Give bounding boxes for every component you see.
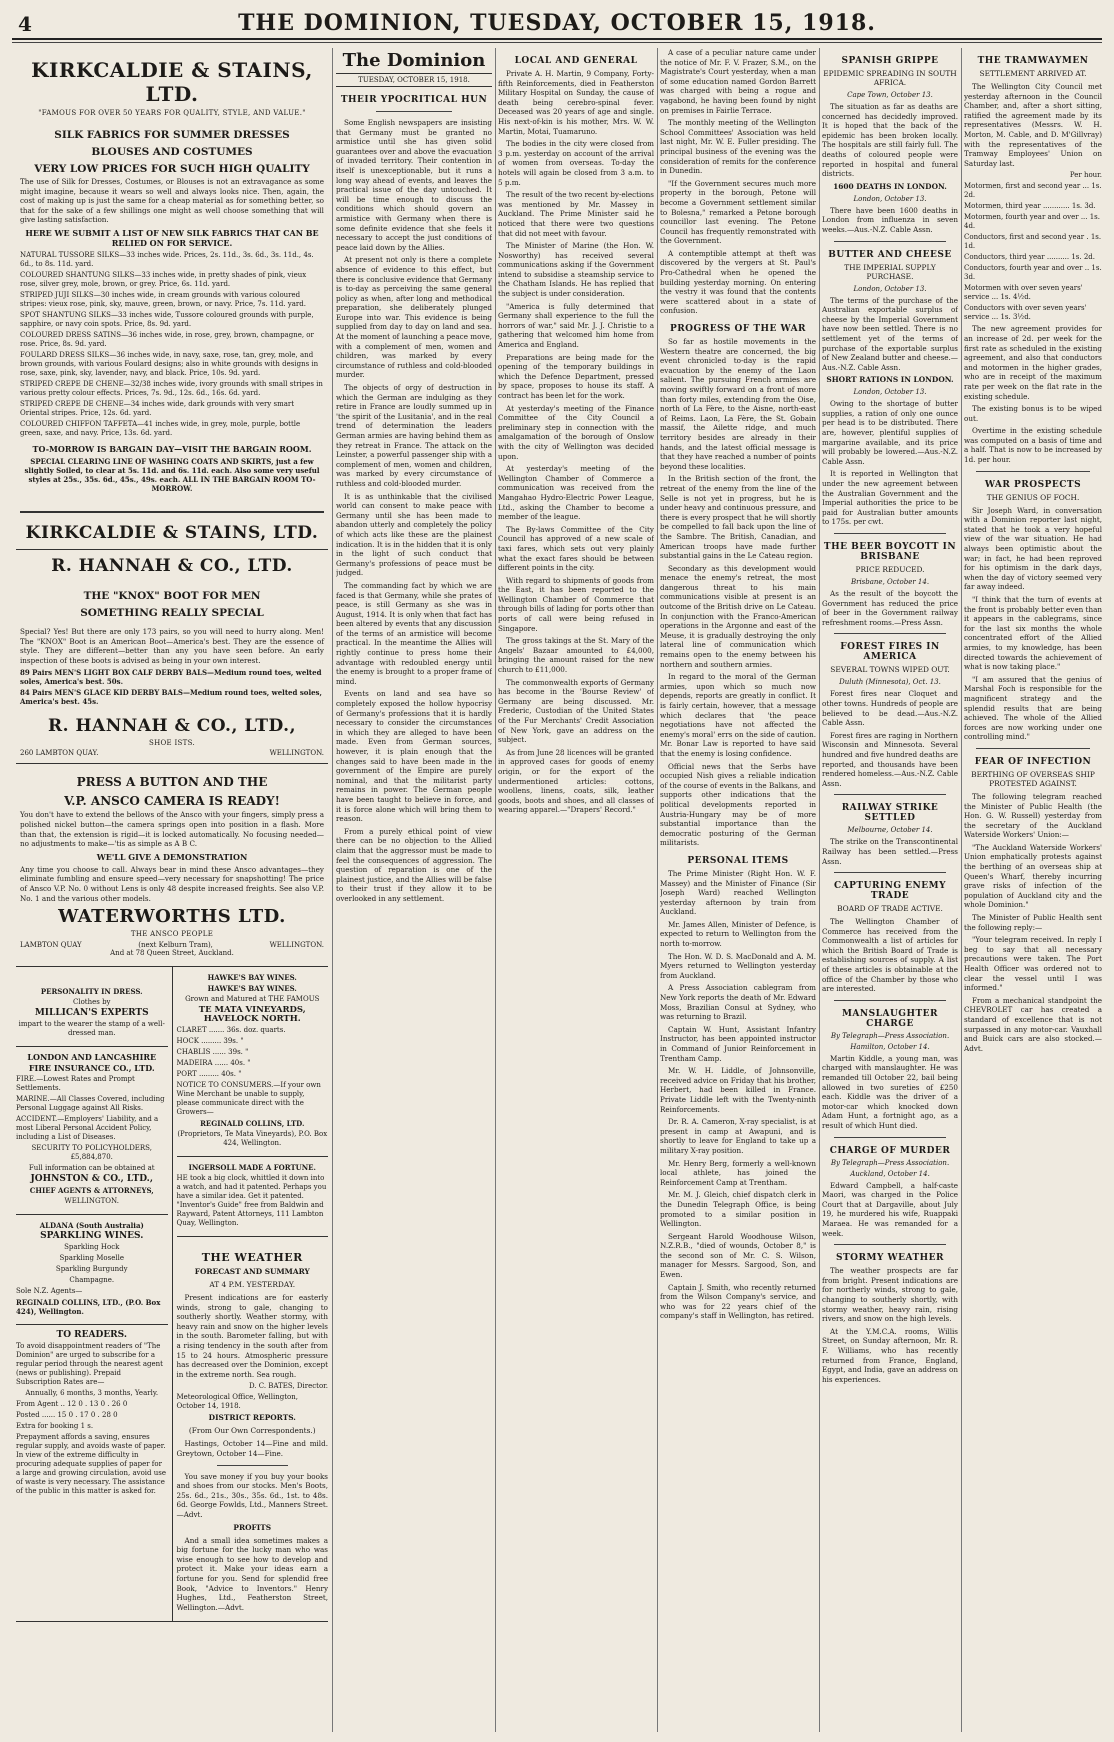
spanish-grippe-title: SPANISH GRIPPE: [841, 56, 939, 66]
wines-head-4: TE MATA VINEYARDS, HAVELOCK NORTH.: [198, 1005, 306, 1025]
silk-item: COLOURED SHANTUNG SILKS—33 inches wide, in pretty shades of pink, vieux rose, silver grey, mole, brown, or grey. Price, 6s. 11d. yard.: [20, 270, 307, 288]
london-deaths-title: 1600 DEATHS IN LONDON.: [833, 181, 947, 191]
tramwaymen-sub: SETTLEMENT ARRIVED AT.: [979, 69, 1087, 78]
hannah-ad: [16, 550, 328, 764]
murder-source: By Telegraph—Press Association.: [830, 1158, 950, 1167]
district-body: Hastings, October 14—Fine and mild. Greytown, October 14—Fine.: [176, 1439, 328, 1459]
war-column: [498, 48, 654, 1732]
wage-rate: Motormen, third year ............ 1s. 3d.: [964, 202, 1096, 211]
silk-item: NATURAL TUSSORE SILKS—33 inches wide. Prices, 2s. 11d., 3s. 6d., 3s. 11d., 4s. 6d., to 8s. 11d. yard.: [20, 250, 314, 268]
dateline-hamilton: Hamilton, October 14.: [850, 1042, 930, 1051]
col4-para-10: Mr. W. H. Liddle, of Johnsonville, received advice on Friday that his brother, Herbert, had been killed in France. Private Liddle left with the Twenty-ninth Reinforcements.: [660, 1066, 816, 1114]
short-rations-body: Owing to the shortage of butter supplies, a ration of only one ounce per head is to be distributed. There are, however, plentiful supplies of margarine available, and its price will probably be lowered.—Aus.-N.Z. Cable Assn.: [822, 399, 958, 466]
lower-ads: [16, 967, 328, 1622]
enemy-trade-title: CAPTURING ENEMY TRADE: [833, 881, 947, 902]
hannah-sub: SHOE ISTS.: [149, 739, 195, 748]
millicans-ad: [16, 967, 168, 1047]
insurance-fire: FIRE.—Lowest Rates and Prompt Settlements.: [16, 1075, 135, 1093]
col4-para-9: Captain W. Hunt, Assistant Infantry Instructor, has been appointed instructor in Command of Junior Reinforcement in Trentham Camp.: [660, 1024, 816, 1063]
insurance-agent: JOHNSTON & CO., LTD.,: [30, 1174, 153, 1185]
leader-title: THEIR YPOCRITICAL HUN: [340, 95, 488, 105]
war-prospects-body-1: Sir Joseph Ward, in conversation with a Dominion reporter last night, stated that he took a very hopeful view of the war situation. He had always been optimistic about the war; in fact, he had been reproved for his optimism in the dark days, when the day of victory seemed very far away indeed.: [964, 505, 1102, 592]
stormy-weather-body: The weather prospects are far from bright. Present indications are for northerly winds, strong to gale, changing to southerly shortly, with stormy weather, heavy rain, rising rivers, and snow on the high levels.: [822, 1266, 958, 1324]
column-six: [964, 48, 1102, 1732]
local-paragraph: The commonwealth exports of Germany has become in the 'Bourse Review' of Germany are being discussed. Mr. Frederic, Custodian of the United States of the Fur Merchants' Credit Association of New York, gave an address on the subject.: [498, 677, 654, 745]
war-paragraph: So far as hostile movements in the Western theatre are concerned, the big event chronicled to-day is the rapid evacuation by the enemy of the Laon salient. The pursuing French armies are moving swiftly forward on a front of more than forty miles, extending from the Oise, north of La Fère, to the Aisne, north-east of Reims. Laon, La Fère, the St. Gobain massif, the Ailette ridge, and much territory besides are already in their hands, and the latest official message is that they have reached a number of points beyond these localities.: [660, 337, 816, 471]
local-title: LOCAL AND GENERAL: [514, 56, 638, 66]
leader-paragraph: The commanding fact by which we are faced is that Germany, while she prates of peace, is still Germany as she was in August, 1914. It is only when that fact has been altered by events that any discussion of the terms of an armistice will become practical. In the meantime the Allies will rightly continue to press home their advantage with redoubled energy until the enemy is brought to a proper frame of mind.: [336, 580, 492, 686]
personal-title: PERSONAL ITEMS: [687, 855, 789, 866]
manslaughter-body: Martin Kiddle, a young man, was charged with manslaughter. He was remanded till October 22, bail being allowed in two sureties of £250 each. Kiddle was the driver of a motor-car which knocked down Adam Hunt, a fortnight ago, as a result of which Hunt died.: [822, 1053, 958, 1130]
ingersoll-title: INGERSOLL MADE A FORTUNE.: [188, 1163, 316, 1173]
ansco-ad: [16, 764, 328, 967]
butter-price-body: It is reported in Wellington that under the new agreement between the Australian Government and the Imperial authorities the price to be paid for Australian butter amounts to 175s. per cwt.: [822, 469, 958, 527]
butter-cheese-title: BUTTER AND CHEESE: [828, 249, 952, 260]
local-paragraph: Private A. H. Martin, 9 Company, Forty-fifth Reinforcements, died in Featherston Military Hospital on Sunday, the cause of death being cerebro-spinal fever. Deceased was 20 years of age and single. His next-of-kin is his mother, Mrs. W. W. Martin, Motai, Tuamaruno.: [498, 69, 654, 136]
profits-body: And a small idea sometimes makes a big fortune for the lucky man who was wise enough to see how to develop and protect it. Make your ideas earn a fortune for you. Send for splendid free Book, "Advice to Inventors." Henry Hughes, Ltd., Featherston Street, Wellington.—Advt.: [176, 1535, 328, 1612]
wage-rate: Conductors, fourth year and over .. 1s. 3d.: [964, 264, 1102, 282]
wines-grower-2: (Proprietors, Te Mata Vineyards), P.O. Box 424, Wellington.: [177, 1130, 328, 1148]
col4-para-14: Sergeant Harold Woodhouse Wilson, N.Z.R.B., "died of wounds, October 8," is the second son of Mr. C. S. Wilson, manager for Messrs. Sargood, Son, and Ewen.: [660, 1231, 816, 1280]
aldana-item: Champagne.: [69, 1276, 115, 1285]
insurance-security: SECURITY TO POLICYHOLDERS, £5,884,870.: [31, 1144, 152, 1162]
lower-ads-right: [173, 967, 329, 1621]
ansco-title-2: V.P. ANSCO CAMERA IS READY!: [64, 794, 280, 809]
insurance-line-1: LONDON AND LANCASHIRE: [27, 1052, 157, 1063]
col4-para-11: Dr. R. A. Cameron, X-ray specialist, is at present in camp at Awapuni, and is shortly to leave for England to take up a military X-ray position.: [660, 1117, 816, 1155]
silk-item: SPOT SHANTUNG SILKS—33 inches wide, Tussore coloured grounds with purple, sapphire, or navy coin spots. Price, 8s. 9d. yard.: [20, 310, 314, 328]
kirkcaldie-title-3: VERY LOW PRICES FOR SUCH HIGH QUALITY: [34, 163, 310, 175]
railway-strike-body: The strike on the Transcontinental Railway has been settled.—Press Assn.: [822, 837, 958, 866]
rates-title: Per hour.: [1069, 171, 1102, 180]
kirkcaldie-title-1: SILK FABRICS FOR SUMMER DRESSES: [54, 129, 290, 141]
column-rule: [657, 48, 658, 1732]
hannah-name: R. HANNAH & CO., LTD.: [51, 555, 293, 576]
insurance-line-2: FIRE INSURANCE CO., LTD.: [28, 1063, 155, 1074]
leader-paragraph: At present not only is there a complete absence of evidence to this effect, but there is conclusive evidence that Germany is to-day as perceiving the same general policy as when, after long and methodical preparation, she deliberately plunged Europe into war. This evidence is being supplied from day to day on land and sea. At the moment of launching a peace move, with a complement of men, women and children, was marked by every circumstance of ruthless and cold-blooded murder.: [336, 255, 492, 380]
millicans-line-3: MILLICAN'S EXPERTS: [34, 1008, 149, 1019]
infection-sub: BERTHING OF OVERSEAS SHIP PROTESTED AGAINST.: [971, 769, 1095, 788]
enemy-trade-sub: BOARD OF TRADE ACTIVE.: [837, 904, 943, 914]
col4-para-7: The Hon. W. D. S. MacDonald and A. M. Myers returned to Wellington yesterday from Auckland.: [660, 951, 816, 980]
col4-para-15: Captain J. Smith, who recently returned from the Wilson Company's service, and who was for 22 years chief of the company's staff in Wellington, has retired.: [660, 1282, 816, 1321]
grippe-body: The situation as far as deaths are concerned has decidedly improved. It is hoped that the back of the epidemic has been broken locally. The hospitals are still fairly full. The deaths of coloured people were reported in hospital and funeral districts.: [822, 102, 958, 179]
tramwaymen-body-2: The new agreement provides for an increase of 2d. per week for the first rate as scheduled in the existing agreement, and also that conductors and motormen in the higher grades, who are in receipt of the maximum rate per week on the flat rate in the existing schedule.: [964, 324, 1102, 401]
manslaughter-source: By Telegraph—Press Association.: [830, 1031, 950, 1040]
silk-item: STRIPED CREPE DE CHENE—32/38 inches wide, ivory grounds with small stripes in various pretty colour effects. Prices, 7s. 9d., 12s. 6d., 16s. 6d. yard.: [20, 379, 323, 397]
aldana-list: [16, 1243, 168, 1285]
silk-item: COLOURED DRESS SATINS—36 inches wide, in rose, grey, brown, champagne, or rose. Price, 8s. 9d. yard.: [20, 330, 314, 348]
bargain-day: TO-MORROW IS BARGAIN DAY—VISIT THE BARGAIN ROOM.: [32, 443, 312, 454]
infection-body-3: The Minister of Public Health sent the following reply:—: [964, 913, 1102, 932]
war-paragraph: In the British section of the front, the retreat of the enemy from the line of the Selle is not yet in progress, but he is under heavy and continuous pressure, and there is every prospect that he will shortly be compelled to fall back upon the line of the Sambre. The British, Canadian, and American troops have made further substantial gains in the Le Cateau region.: [660, 474, 816, 561]
col4-para-5: The Prime Minister (Right Hon. W. F. Massey) and the Minister of Finance (Sir Joseph Ward) reached Wellington yesterday afternoon by train from Auckland.: [660, 868, 816, 917]
chevrolet-ad: From a mechanical standpoint the CHEVROLET car has created a standard of excellence that is not surpassed in any motor-car. Vauxhall and Buick cars are also stocked.—Advt.: [964, 995, 1102, 1053]
wines-head-2: HAWKE'S BAY WINES.: [207, 984, 297, 994]
leader-paragraph: The objects of orgy of destruction in which the German are indulging as they retire in France are loudly summed up in 'the spirit of the Lusitania', and in the real trend of determination the leaders German armies are having behind them as they retreat in France. The attack on the Leinster, a powerful passenger ship with a complement of men, women and children, was marked by every circumstance of ruthless and cold-blooded murder.: [336, 383, 492, 488]
butter-cheese-sub: THE IMPERIAL SUPPLY PURCHASE.: [844, 262, 936, 281]
leader-paragraph: Some English newspapers are insisting that Germany must be granted no armistice until she has given solid guarantees over and above the evacuation of invaded territory. Their contention in itself is unexceptionable, but it runs a long way ahead of events, and leaves the practical issue of the day untouched. It will be time enough to discuss the conditions which should govern an armistice with Germany when there is some definite evidence that she feels it necessary to accept the just conditions of peace laid down by the Allies.: [336, 118, 492, 252]
war-paragraph: Official news that the Serbs have occupied Nish gives a reliable indication of the course of events in the Balkans, and supports other indications that the political developments reported in Austria-Hungary may be of more substantial importance than the democratic posturing of the German militarists.: [660, 761, 816, 848]
dateline-brisbane: Brisbane, October 14.: [850, 578, 930, 586]
col4-para-1: A case of a peculiar nature came under the notice of Mr. F. V. Frazer, S.M., on the Magistrate's Court yesterday, when a man of some education named Gordon Barrett was charged with being a rogue and vagabond, he having been found by night on premises in Fairlie Terrace.: [660, 48, 816, 115]
kirkcaldie-title-2: BLOUSES AND COSTUMES: [91, 146, 253, 158]
war-prospects-body-3: "I am assured that the genius of Marshal Foch is responsible for the magnificent strategy and the splendid results that are being achieved. The whole of the Allied forces are now working under one controlling mind.": [964, 674, 1102, 742]
page-number: 4: [18, 12, 32, 36]
col4-para-6: Mr. James Allen, Minister of Defence, is expected to return to Wellington from the north to-morrow.: [660, 919, 816, 949]
railway-strike-title: RAILWAY STRIKE SETTLED: [841, 803, 939, 824]
weather-time: AT 4 P.M. YESTERDAY.: [209, 1280, 296, 1290]
tramwaymen-body-4: Overtime in the existing schedule was computed on a basis of time and a half. That is now to be increased by 1d. per hour.: [964, 426, 1102, 465]
hannah-address-right: WELLINGTON.: [269, 749, 324, 758]
hannah-title-1: THE "KNOX" BOOT FOR MEN: [83, 589, 261, 602]
short-rations-title: SHORT RATIONS IN LONDON.: [826, 375, 954, 385]
local-paragraph: With regard to shipments of goods from the East, it has been reported to the Wellington Chamber of Commerce that through bills of lading for ports other than ports of call were being refused in Singapore.: [498, 575, 654, 633]
weather-title: THE WEATHER: [201, 1251, 303, 1265]
leader-paragraph: From a purely ethical point of view there can be no objection to the Allied claim that the aggressor must be made to feel the consequences of aggression. The question of reparation is one of the plainest justice, and the Allies will be false to their trust if they allow it to be overlooked in any settlement.: [336, 826, 492, 903]
insurance-ad: [16, 1047, 168, 1215]
beer-boycott-sub: PRICE REDUCED.: [855, 565, 925, 574]
insurance-agent-2: CHIEF AGENTS & ATTORNEYS,: [29, 1186, 154, 1196]
beer-boycott-body: As the result of the boycott the Government has reduced the price of beer in the Government railway refreshment rooms.—Press Assn.: [822, 589, 958, 627]
column-five: [822, 48, 958, 1732]
wines-list: [177, 1026, 329, 1079]
hannah-item-2: 84 Pairs MEN'S GLACE KID DERBY BALS—Medium round toes, welted soles, America's best. 45s.: [20, 688, 322, 707]
dateline-london-2: London, October 13.: [853, 284, 927, 293]
local-paragraph: The Minister of Marine (the Hon. W. Nosworthy) has received several communications asking if the Government intend to subsidise a steamship service to the Chatham Islands. He has replied that the subject is under consideration.: [498, 241, 654, 299]
silk-list: [20, 251, 324, 438]
war-paragraph: Secondary as this development would menace the enemy's retreat, the most dangerous threat to his main communications visible at present is an outcome of the British drive on Le Cateau. In conjunction with the Franco-American operations in the Argonne and east of the Meuse, it is gradually destroying the only lateral line of communication which remains open to the enemy between his northern and southern armies.: [660, 563, 816, 669]
leader-body: [336, 118, 492, 904]
masthead-title: THE DOMINION, TUESDAY, OCTOBER 15, 1918.: [238, 10, 876, 36]
kirkcaldie-footer: KIRKCALDIE & STAINS, LTD.: [20, 511, 324, 543]
wines-grower: REGINALD COLLINS, LTD.: [200, 1119, 305, 1129]
wage-rate: Conductors, first and second year . 1s. 1d.: [964, 233, 1102, 251]
infection-title: FEAR OF INFECTION: [974, 756, 1092, 767]
wage-rate: Motormen, first and second year ... 1s. 2d.: [964, 182, 1102, 200]
aldana-agent: Sole N.Z. Agents—: [16, 1287, 83, 1296]
wage-rate: Conductors with over seven years' service ... 1s. 3½d.: [964, 304, 1087, 322]
beer-boycott-title: THE BEER BOYCOTT IN BRISBANE: [823, 542, 957, 562]
kirkcaldie-intro: The use of Silk for Dresses, Costumes, or Blouses is not an extravagance as some might imagine, because it wears so well and always looks nice. Then, again, the cost of making up is just the same for a cheap material as for something better, so that for the sake of a few shillings one might as well choose something that will give lasting satisfaction.: [20, 177, 324, 225]
waterworths-address-2: And at 78 Queen Street, Auckland.: [110, 949, 234, 958]
war-prospects-body-2: "I think that the turn of events at the front is probably better even than it appears in the cablegrams, since for the last six months the whole concentrated effort of the Allied armies, to my knowledge, has been directed towards the achievement of what is now taking place.": [964, 595, 1102, 672]
column-rule: [495, 48, 496, 1732]
stormy-weather-title: STORMY WEATHER: [835, 1253, 945, 1264]
murder-body: Edward Campbell, a half-caste Maori, was charged in the Police Court that at Dargaville, about July 19, he murdered his wife, Ruappaki Maraea. He was remanded for a week.: [822, 1180, 958, 1238]
dateline-melbourne: Melbourne, October 14.: [847, 826, 933, 835]
local-body: [498, 69, 654, 815]
butter-cheese-body: The terms of the purchase of the Australian exportable surplus of cheese by the Imperial Government have now been settled. There is no settlement yet of the terms of purchase of the exportable surplus of New Zealand butter and cheese.—Aus.-N.Z. Cable Assn.: [822, 295, 958, 372]
readers-extra: Extra for booking 1 s.: [16, 1422, 94, 1431]
war-prospects-sub: THE GENIUS OF FOCH.: [986, 492, 1080, 502]
readers-notice: [16, 1325, 168, 1504]
col4-para-12: Mr. Henry Berg, formerly a well-known local athlete, has joined the Reinforcement Camp at Trentham.: [660, 1158, 816, 1187]
forest-fires-body-2: Forest fires are raging in Northern Wisconsin and Minnesota. Several hundred and five hundred deaths are reported, and thousands have been rendered homeless.—Aus.-N.Z. Cable Assn.: [822, 730, 958, 788]
forest-fires-title: FOREST FIRES IN AMERICA: [840, 642, 940, 663]
spanish-grippe-sub: EPIDEMIC SPREADING IN SOUTH AFRICA.: [823, 69, 957, 87]
insurance-agent-3: WELLINGTON.: [64, 1197, 119, 1206]
fowlds-ad: You save money if you buy your books and shoes from our stocks. Men's Boots, 25s. 6d., 21s., 30s., 35s. 6d., 1st. to 48s. 6d. George Fowlds, Ltd., Manners Street.—Advt.: [176, 1471, 328, 1519]
masthead: [12, 8, 1102, 40]
weather-sign: D. C. BATES, Director.: [248, 1382, 328, 1391]
forest-fires-sub: SEVERAL TOWNS WIPED OUT.: [830, 665, 950, 675]
readers-rates: Annually, 6 months, 3 months, Yearly.: [25, 1389, 159, 1398]
col4-para-8: A Press Association cablegram from New York reports the death of Mr. Edward Moss, Brazilian Consul at Sydney, who was returning to Brazil.: [660, 983, 816, 1022]
aldana-ad: [16, 1215, 168, 1325]
ingersoll-body: HE took a big clock, whittled it down into a watch, and had it patented. Perhaps you have a similar idea. Get it patented. "Inventor's Guide" free from Baldwin and Rayward, Patent Attorneys, 111 Lambton Quay, Wellington.: [176, 1174, 327, 1228]
local-paragraph: The gross takings at the St. Mary of the Angels' Bazaar amounted to £4,000, bringing the amount raised for the new church to £11,000.: [498, 636, 654, 675]
tramwaymen-body-3: The existing bonus is to be wiped out.: [964, 404, 1102, 423]
wage-rate: Motormen with over seven years' service ... 1s. 4½d.: [964, 284, 1083, 302]
waterworths-address-left: LAMBTON QUAY: [20, 941, 82, 950]
war-title: PROGRESS OF THE WAR: [669, 324, 807, 335]
weather-sub: FORECAST AND SUMMARY: [194, 1267, 310, 1277]
lower-ads-left: [16, 967, 173, 1621]
wine-item: CLARET ....... 36s. doz. quarts.: [176, 1026, 286, 1035]
millicans-line-2: Clothes by: [72, 998, 111, 1007]
wage-rate: Conductors, third year .......... 1s. 2d.: [964, 253, 1095, 262]
col4-para-2: The monthly meeting of the Wellington School Committees' Association was held last night, Mr. W. E. Fuller presiding. The principal business of the evening was the consideration of remits for the conference in Dunedin.: [660, 118, 816, 176]
war-paragraph: In regard to the moral of the German armies, upon which so much now depends, reports are greatly in conflict. It is fairly certain, however, that a message which declares that 'the peace negotiations have not affected the enemy's moral' errs on the side of caution. Mr. Bonar Law is reported to have said that the enemy is losing confidence.: [660, 672, 816, 758]
dateline-london-3: London, October 13.: [853, 388, 927, 397]
aldana-item: Sparkling Moselle: [59, 1254, 124, 1263]
leader-paragraph: Events on land and sea have so completely exposed the hollow hypocrisy of Germany's professions that it is hardly necessary to consider the circumstances in which they are alleged to have been made. Even from German sources, however, it is plain enough that the changes said to have been made in the government of the Empire are purely nominal, and that the militarist party remains in power. The German people have been taught to believe in force, and it is force alone which will bring them to reason.: [336, 689, 492, 824]
masthead-rule: [12, 42, 1102, 43]
readers-agent-row: From Agent .. 12 0 . 13 0 . 26 0: [16, 1400, 128, 1409]
insurance-marine: MARINE.—All Classes Covered, including Personal Luggage against All Risks.: [16, 1095, 165, 1113]
leader-paragraph: It is as unthinkable that the civilised world can consent to make peace with Germany until she has been made to abandon utterly and completely the policy of which acts like these are the plainest indication. It is in the hidden that it is only in the light of such conduct that Germany's professions of peace must be judged.: [336, 491, 492, 578]
insurance-info: Full information can be obtained at: [28, 1164, 155, 1173]
ads-column: [16, 48, 328, 1732]
dateline-auckland: Auckland, October 14.: [850, 1169, 930, 1178]
infection-body-4: "Your telegram received. In reply I beg to say that all necessary precautions were taken. The Port Health Officer was ordered not to clear the vessel until I was informed.": [964, 935, 1102, 993]
col4-para-4: A contemptible attempt at theft was discovered by the vergers at St. Paul's Pro-Cathedral when he opened the building yesterday morning. On entering the vestry it was found that the contents were scattered about in a state of confusion.: [660, 248, 816, 316]
ymca-body: At the Y.M.C.A. rooms, Willis Street, on Sunday afternoon, Mr. R. F. Williams, who has recently returned from France, England, Egypt, and India, gave an address on his experiences.: [822, 1326, 958, 1384]
kirkcaldie-name: KIRKCALDIE & STAINS, LTD.: [31, 58, 313, 106]
profits-title: PROFITS: [233, 1522, 272, 1532]
leader-column: [336, 48, 492, 1732]
wines-notice: NOTICE TO CONSUMERS.—If your own Wine Merchant be unable to supply, please communicate direct with the Growers—: [176, 1081, 321, 1117]
kirkcaldie-slogan: "FAMOUS FOR OVER 50 YEARS FOR QUALITY, STYLE, AND VALUE.": [38, 109, 306, 117]
wines-ad: [177, 967, 329, 1157]
local-paragraph: As from June 28 licences will be granted in approved cases for goods of enemy origin, or for the export of the undermentioned articles: cottons, woollens, linens, coats, silk, leather goods, boots and shoes, and all classes of wearing apparel.—"Drapers' Record.": [498, 747, 654, 815]
local-paragraph: The By-laws Committee of the City Council has approved of a new scale of taxi fares, which sets out very plainly what the exact fares should be between different points in the city.: [498, 524, 654, 573]
waterworths-name: WATERWORTHS LTD.: [58, 906, 286, 928]
aldana-line-1: ALDANA (South Australia): [39, 1221, 144, 1231]
dominion-nameplate: The Dominion: [342, 50, 486, 71]
leader-date: TUESDAY, OCTOBER 15, 1918.: [336, 73, 492, 87]
readers-posted-row: Posted ...... 15 0 . 17 0 . 28 0: [16, 1411, 118, 1420]
war-body: [660, 337, 816, 848]
hannah-item-1: 89 Pairs MEN'S LIGHT BOX CALF DERBY BALS—Medium round toes, welted soles, America's best. 50s.: [20, 668, 322, 687]
wine-item: HOCK ......... 39s. ": [176, 1037, 244, 1046]
local-paragraph: The result of the two recent by-elections was mentioned by Mr. Massey in Auckland. The Prime Minister said he noticed that there were two questions that did not meet with favour.: [498, 190, 654, 238]
aldana-item: Sparkling Burgundy: [55, 1265, 128, 1274]
waterworths-sub: THE ANSCO PEOPLE: [130, 930, 214, 939]
aldana-line-2: SPARKLING WINES.: [40, 1231, 144, 1242]
insurance-accident: ACCIDENT.—Employers' Liability, and a most Liberal Personal Accident Policy, including a List of Diseases.: [16, 1115, 159, 1142]
wage-rate: Motormen, fourth year and over ... 1s. 4d.: [964, 213, 1100, 231]
ansco-title-1: PRESS A BUTTON AND THE: [76, 775, 268, 790]
murder-title: CHARGE OF MURDER: [829, 1145, 951, 1156]
tramwaymen-title: THE TRAMWAYMEN: [977, 56, 1089, 66]
forest-fires-body-1: Forest fires near Cloquet and other towns. Hundreds of people are believed to be dead.—Aus.-N.Z. Cable Assn.: [822, 689, 958, 728]
district-sub: (From Our Own Correspondents.): [188, 1426, 316, 1436]
ansco-body-2: Any time you choose to call. Always bear in mind these Ansco advantages—they eliminate fumbling and ensure speed—very necessary for snapshotting! The price of Ansco V.P. No. 0 without Lens is only 48 despite increased freights. See also V.P. No. 1 and the various other models.: [20, 864, 324, 903]
weather-body: Present indications are for easterly winds, strong to gale, changing to southerly shortly. Weather stormy, with heavy rain and snow on the higher levels in the south. Barometer falling, but with a rising tendency in the south after from 15 to 24 hours. Atmospheric pressure has decreased over the Dominion, except in the extreme north. Sea rough.: [176, 1293, 328, 1379]
ingersoll-ad: [177, 1157, 329, 1237]
tramwaymen-body-1: The Wellington City Council met yesterday afternoon in the Council Chamber, and, after a short sitting, ratified the agreement made by its representatives (Messrs. W. H. Morton, M. Cable, and D. M'Gillvray) with the representatives of the Tramway Employees' Union on Saturday last.: [964, 82, 1102, 168]
ansco-demo: WE'LL GIVE A DEMONSTRATION: [96, 851, 248, 862]
readers-body: To avoid disappointment readers of "The Dominion" are urged to subscribe for a regular period through the nearest agent (news or publishing). Prepaid Subscription Rates are—: [16, 1342, 163, 1387]
silk-item: COLOURED CHIFFON TAFFETA—41 inches wide, in grey, mole, purple, bottle green, saxe, and navy. Price, 13s. 6d. yard.: [20, 419, 301, 437]
readers-prepaid: Prepayment affords a saving, ensures regular supply, and avoids waste of paper. In view of the extreme difficulty in procuring adequate supplies of paper for a large and growing circulation, avoid use of waste is very necessary. The assistance of the public in this matter is asked for.: [16, 1433, 166, 1496]
weather-section: [177, 1237, 329, 1621]
waterworths-address-right: WELLINGTON.: [269, 941, 324, 950]
district-title: DISTRICT REPORTS.: [208, 1413, 296, 1423]
dateline-cape-town: Cape Town, October 13.: [847, 91, 933, 99]
infection-body-2: "The Auckland Waterside Workers' Union emphatically protests against the berthing of an overseas ship at Queen's Wharf, thereby incurring grave risks of infection of the population of Auckland city and the whole Dominion.": [964, 842, 1102, 910]
hannah-footer: R. HANNAH & CO., LTD.,: [47, 716, 297, 737]
silk-item: STRIPED CREPE DE CHENE—34 inches wide, dark grounds with very smart Oriental stripes. Price, 12s. 6d. yard.: [20, 399, 295, 417]
london-deaths-body: There have been 1600 deaths in London from influenza in seven weeks.—Aus.-N.Z. Cable Assn.: [822, 205, 958, 234]
waterworths-address-mid: (next Kelburn Tram),: [138, 941, 213, 950]
kirkcaldie-list-head: HERE WE SUBMIT A LIST OF NEW SILK FABRICS THAT CAN BE RELIED ON FOR SERVICE.: [25, 227, 319, 248]
bargain-clearing: SPECIAL CLEARING LINE OF WASHING COATS AND SKIRTS, just a few slightly Soiled, to clear at 5s. 11d. and 6s. 11d. each. Also some very useful styles at 25s., 35s. 6d., 45s., 49s. each. ALL IN THE BARGAIN ROOM TO-MORROW.: [24, 456, 320, 493]
silk-item: FOULARD DRESS SILKS—36 inches wide, in navy, saxe, rose, tan, grey, mole, and brown grounds, with various Foulard designs; also in white grounds with designs in rose, saxe, pink, sky, lavender, navy, and black. Price, 10s. 9d. yard.: [20, 350, 319, 377]
ansco-body: You don't have to extend the bellows of the Ansco with your fingers, simply press a polished nickel button—the camera springs open into position in a flash. More than that, the extension is rigid—it is locked automatically. No focusing needed—no adjustments to make—'tis as simple as A B C.: [20, 810, 324, 849]
column-rule: [961, 48, 962, 1732]
rates-list: [964, 182, 1102, 322]
weather-office: Meteorological Office, Wellington, October 14, 1918.: [176, 1393, 298, 1411]
wine-item: CHABLIS ...... 39s. ": [176, 1048, 249, 1057]
manslaughter-title: MANSLAUGHTER CHARGE: [841, 1008, 939, 1029]
col4-para-3: "If the Government secures much more property in the borough, Petone will become a Government settlement similar to Bolesna," remarked a Petone borough councillor last evening. The Petone Council has frequently remonstrated with the Government.: [660, 178, 816, 246]
local-paragraph: "America is fully determined that Germany shall experience to the full the horrors of war," said Mr. J. J. Christie to a gathering that welcomed him home from America and England.: [498, 301, 654, 350]
infection-body-1: The following telegram reached the Minister of Public Health (the Hon. G. W. Russell) yesterday from the secretary of the Auckland Waterside Workers' Union:—: [964, 791, 1102, 840]
dateline-london-1: London, October 13.: [853, 194, 927, 203]
column-rule: [819, 48, 820, 1732]
silk-item: STRIPED JUJI SILKS—30 inches wide, in cream grounds with various coloured stripes: vieux rose, pink, sky, mauve, green, brown, or navy. Price, 7s. 11d. yard.: [20, 290, 306, 308]
dateline-duluth: Duluth (Minnesota), Oct. 13.: [839, 678, 941, 687]
local-paragraph: Preparations are being made for the opening of the temporary buildings in which the Defence Department, pressed by space, proposes to house its staff. A contract has been let for the work.: [498, 352, 654, 400]
hannah-address-left: 260 LAMBTON QUAY.: [20, 749, 99, 758]
local-paragraph: The bodies in the city were closed from 3 p.m. yesterday on account of the arrival of women from overseas. To-day the hotels will again be closed from 3 a.m. to 5 p.m.: [498, 139, 654, 187]
hannah-title-2: SOMETHING REALLY SPECIAL: [80, 606, 264, 619]
col4-para-13: Mr. M. J. Gleich, chief dispatch clerk in the Dunedin Telegraph Office, is being promoted to a similar position in Wellington.: [660, 1190, 816, 1229]
aldana-item: Sparkling Hock: [64, 1243, 120, 1252]
wines-head-1: HAWKE'S BAY WINES.: [207, 973, 297, 983]
local-paragraph: At yesterday's meeting of the Wellington Chamber of Commerce a communication was received from the Mangahao Hydro-Electric Power League, Ltd., asking the Chamber to become a member of the league.: [498, 464, 654, 522]
enemy-trade-body: The Wellington Chamber of Commerce has received from the Commonwealth a list of articles for which the British Board of Trade is establishing sources of supply. A list of these articles is obtainable at the office of the Chamber by those who are interested.: [822, 917, 958, 994]
hannah-body: Special? Yes! But there are only 173 pairs, so you will need to hurry along. Men! The "KNOX" Boot is an American Boot—America's best. They are the essence of style. They are different—better than any you have seen before. An early inspection of these boots is advised as being in your own interest.: [20, 626, 324, 665]
kirkcaldie-ad: [16, 48, 328, 550]
millicans-line-1: PERSONALITY IN DRESS.: [40, 987, 143, 997]
wine-item: PORT ......... 40s. ": [176, 1070, 242, 1079]
column-four: [660, 48, 816, 1732]
wines-head-3: Grown and Matured at THE FAMOUS: [185, 995, 320, 1004]
war-prospects-title: WAR PROSPECTS: [984, 479, 1082, 490]
local-paragraph: At yesterday's meeting of the Finance Committee of the City Council a preliminary step in connection with the amalgamation of the borough of Onslow with the city of Wellington was decided upon.: [498, 403, 654, 461]
aldana-agent-2: REGINALD COLLINS, LTD., (P.O. Box 424), Wellington.: [16, 1298, 161, 1317]
column-rule: [332, 48, 333, 1732]
readers-title: TO READERS.: [56, 1330, 127, 1341]
millicans-line-4: impart to the wearer the stamp of a well-dressed man.: [18, 1020, 165, 1038]
wine-item: MADEIRA ...... 40s. ": [176, 1059, 251, 1068]
